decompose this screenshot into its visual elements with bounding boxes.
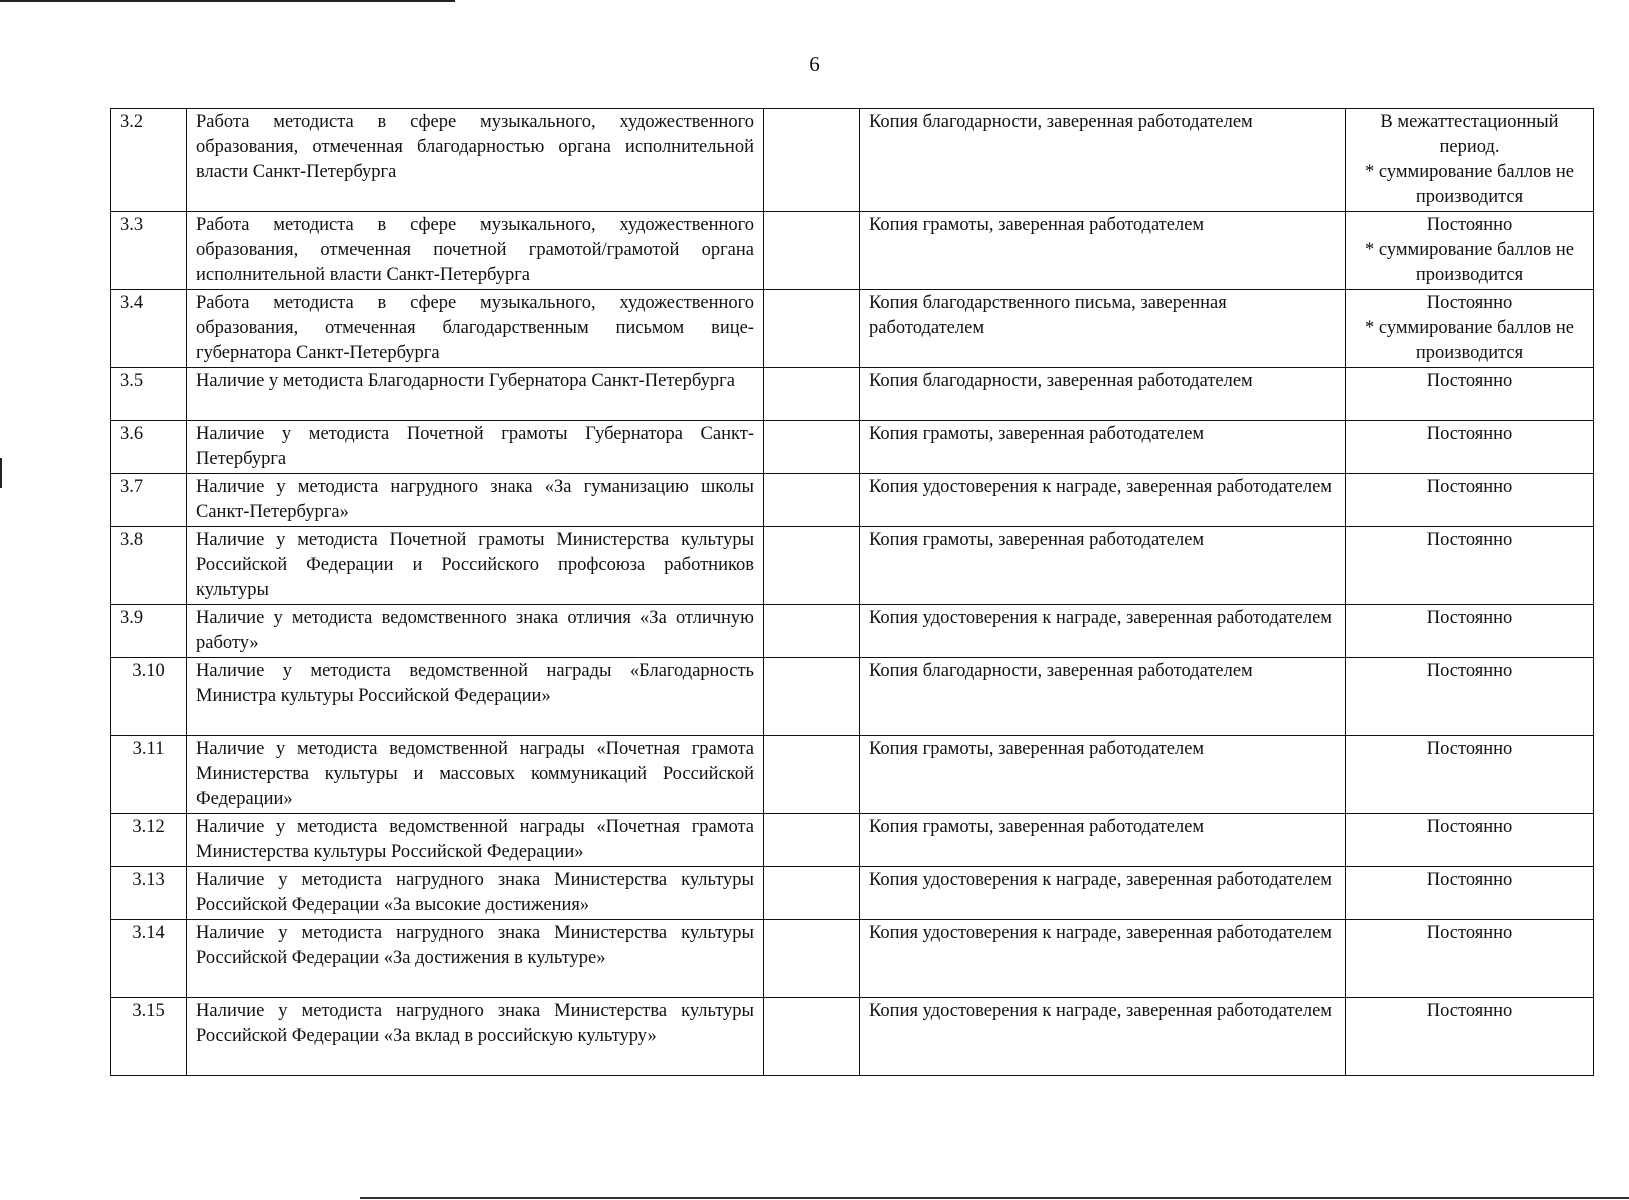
- row-document: Копия грамоты, заверенная работодателем: [860, 527, 1346, 605]
- score-cell: [764, 109, 860, 212]
- row-document: Копия удостоверения к награде, заверенная работодателем: [860, 920, 1346, 998]
- score-cell: [764, 421, 860, 474]
- row-description: Работа методиста в сфере музыкального, художественного образования, отмеченная благодарственным письмом вице-губернатора Санкт-Петербурга: [187, 290, 764, 368]
- row-document: Копия грамоты, заверенная работодателем: [860, 736, 1346, 814]
- table-row: [111, 920, 1594, 998]
- row-number: 3.2: [111, 109, 187, 212]
- row-period: Постоянно: [1346, 474, 1594, 527]
- table-row: [111, 474, 1594, 527]
- row-number: 3.4: [111, 290, 187, 368]
- row-document: Копия удостоверения к награде, заверенная работодателем: [860, 867, 1346, 920]
- score-cell: [764, 368, 860, 421]
- score-cell: [764, 527, 860, 605]
- row-number: 3.13: [111, 867, 187, 920]
- period-text: Постоянно: [1426, 293, 1513, 313]
- row-description: Наличие у методиста Почетной грамоты Губернатора Санкт-Петербурга: [187, 421, 764, 474]
- table-row: [111, 421, 1594, 474]
- row-description: Наличие у методиста нагрудного знака «За гуманизацию школы Санкт-Петербурга»: [187, 474, 764, 527]
- row-description: Наличие у методиста нагрудного знака Министерства культуры Российской Федерации «За вклад в российскую культуру»: [187, 998, 764, 1076]
- table-row: [111, 605, 1594, 658]
- row-document: Копия грамоты, заверенная работодателем: [860, 212, 1346, 290]
- row-number: 3.9: [111, 605, 187, 658]
- score-cell: [764, 290, 860, 368]
- row-document: Копия благодарности, заверенная работодателем: [860, 109, 1346, 212]
- row-period: Постоянно: [1346, 605, 1594, 658]
- table-row: [111, 290, 1594, 368]
- scan-edge-bottom: [360, 1197, 1629, 1199]
- row-number: 3.8: [111, 527, 187, 605]
- awards-table: [110, 108, 1594, 1076]
- row-number: 3.12: [111, 814, 187, 867]
- row-number: 3.15: [111, 998, 187, 1076]
- scan-edge-left: [0, 458, 2, 488]
- score-cell: [764, 736, 860, 814]
- row-document: Копия грамоты, заверенная работодателем: [860, 814, 1346, 867]
- row-period: Постоянно: [1346, 368, 1594, 421]
- table-row: [111, 368, 1594, 421]
- period-text: Постоянно: [1426, 215, 1513, 235]
- table-row: [111, 814, 1594, 867]
- row-period: Постоянно: [1346, 998, 1594, 1076]
- row-period: Постоянно: [1346, 867, 1594, 920]
- table-row: [111, 736, 1594, 814]
- row-number: 3.10: [111, 658, 187, 736]
- row-period: Постоянно: [1346, 421, 1594, 474]
- row-document: Копия благодарственного письма, заверенная работодателем: [860, 290, 1346, 368]
- score-cell: [764, 998, 860, 1076]
- period-note: * суммирование баллов не производится: [1365, 318, 1574, 363]
- row-period: [1346, 109, 1594, 212]
- row-number: 3.11: [111, 736, 187, 814]
- row-description: Работа методиста в сфере музыкального, художественного образования, отмеченная почетной грамотой/грамотой органа исполнительной власти Санкт-Петербурга: [187, 212, 764, 290]
- row-period: Постоянно: [1346, 736, 1594, 814]
- table-row: [111, 658, 1594, 736]
- period-note: * суммирование баллов не производится: [1365, 240, 1574, 285]
- row-description: Наличие у методиста ведомственной награды «Почетная грамота Министерства культуры Российской Федерации»: [187, 814, 764, 867]
- row-description: Наличие у методиста нагрудного знака Министерства культуры Российской Федерации «За достижения в культуре»: [187, 920, 764, 998]
- score-cell: [764, 212, 860, 290]
- row-description: Наличие у методиста Благодарности Губернатора Санкт-Петербурга: [187, 368, 764, 421]
- score-cell: [764, 474, 860, 527]
- score-cell: [764, 814, 860, 867]
- row-document: Копия благодарности, заверенная работодателем: [860, 368, 1346, 421]
- score-cell: [764, 605, 860, 658]
- row-period: Постоянно: [1346, 658, 1594, 736]
- table-row: [111, 212, 1594, 290]
- row-period: Постоянно: [1346, 814, 1594, 867]
- row-description: Работа методиста в сфере музыкального, художественного образования, отмеченная благодарностью органа исполнительной власти Санкт-Петербурга: [187, 109, 764, 212]
- row-number: 3.5: [111, 368, 187, 421]
- period-text: В межаттестационный период.: [1380, 112, 1559, 157]
- table-row: [111, 527, 1594, 605]
- row-number: 3.6: [111, 421, 187, 474]
- table-row: [111, 109, 1594, 212]
- score-cell: [764, 867, 860, 920]
- row-description: Наличие у методиста ведомственного знака отличия «За отличную работу»: [187, 605, 764, 658]
- score-cell: [764, 658, 860, 736]
- row-document: Копия удостоверения к награде, заверенная работодателем: [860, 998, 1346, 1076]
- row-document: Копия удостоверения к награде, заверенная работодателем: [860, 605, 1346, 658]
- row-number: 3.14: [111, 920, 187, 998]
- table-row: [111, 867, 1594, 920]
- row-number: 3.3: [111, 212, 187, 290]
- row-number: 3.7: [111, 474, 187, 527]
- row-document: Копия удостоверения к награде, заверенная работодателем: [860, 474, 1346, 527]
- row-period: Постоянно: [1346, 527, 1594, 605]
- table-row: [111, 998, 1594, 1076]
- row-description: Наличие у методиста ведомственной награды «Благодарность Министра культуры Российской Федерации»: [187, 658, 764, 736]
- row-period: [1346, 212, 1594, 290]
- row-description: Наличие у методиста нагрудного знака Министерства культуры Российской Федерации «За высокие достижения»: [187, 867, 764, 920]
- row-document: Копия грамоты, заверенная работодателем: [860, 421, 1346, 474]
- row-document: Копия благодарности, заверенная работодателем: [860, 658, 1346, 736]
- row-period: Постоянно: [1346, 920, 1594, 998]
- scan-edge-top: [0, 0, 455, 2]
- period-note: * суммирование баллов не производится: [1365, 162, 1574, 207]
- row-period: [1346, 290, 1594, 368]
- row-description: Наличие у методиста ведомственной награды «Почетная грамота Министерства культуры и массовых коммуникаций Российской Федерации»: [187, 736, 764, 814]
- score-cell: [764, 920, 860, 998]
- page-number: 6: [809, 52, 820, 76]
- row-description: Наличие у методиста Почетной грамоты Министерства культуры Российской Федерации и Российского профсоюза работников культуры: [187, 527, 764, 605]
